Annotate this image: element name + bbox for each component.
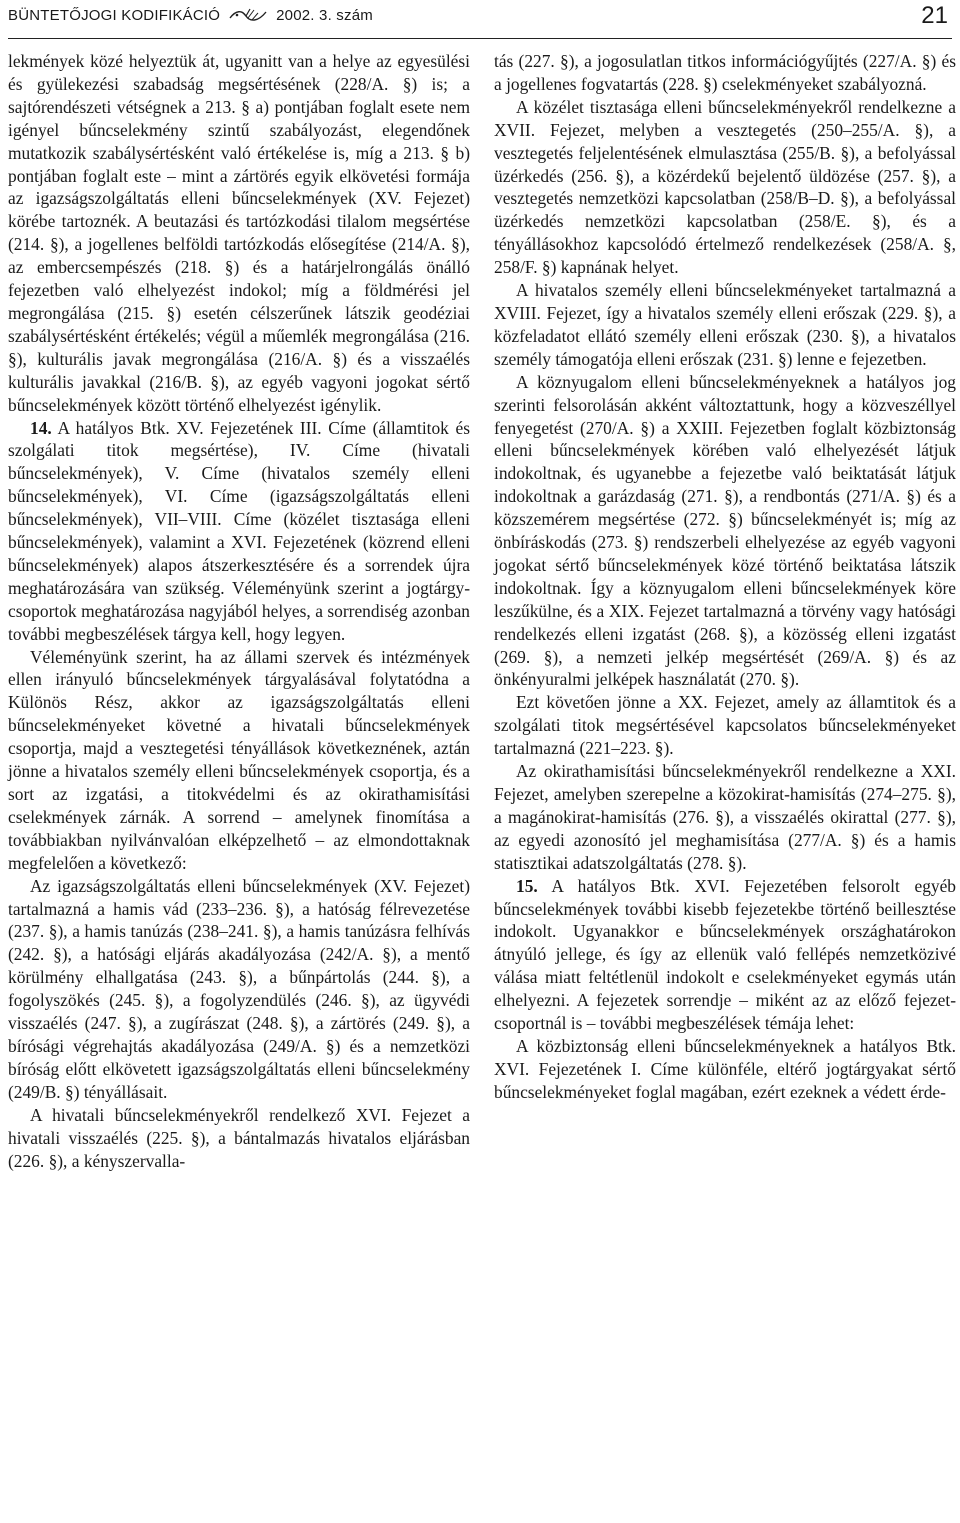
paragraph — [8, 50, 470, 417]
paragraph — [8, 875, 470, 1104]
paragraph-text: A hatályos Btk. XV. Fejezetének III. Címe (államtitok és szolgálati titok megsértése), IV. Címe (hivatali bűncselekmények), V. Címe (hivatalos személy elleni bűncselekmények), VI. Címe (igazságszolgáltatás elleni bűncselekmények), VII–VIII. Címe (közélet tisztasága elleni bűncselekmények), valamint a XVI. Fejezetének (közrend elleni bűncselekmények) alapos átszerkesztésére és a sorrendek újra meghatározására van szükség. Véleményünk szerint a jogtárgy-csoportok meghatározása nagyjából helyes, a sorrendiség azonban további megbeszélések tárgya kell, hogy legyen. — [8, 417, 471, 644]
paragraph-text: A közbiztonság elleni bűncselekményeknek a hatályos Btk. XVI. Fejezetének I. Címe különféle, eltérő jogtárgyakat sértő bűncselekményeket foglal magában, ezért ezeknek a védett érde- — [494, 1035, 956, 1102]
paragraph-text: A köznyugalom elleni bűncselekményeknek a hatályos jog szerinti felsorolásán akként változtattunk, hogy a közveszéllyel fenyegetést (270/A. §) a XXIII. Fejezetben foglalt közbiztonság elleni bűncselekmények körében való elhelyezését látjuk indokoltnak, és ugyanebbe a fejezetbe való beiktatását látjuk indokoltnak a garázdaság (271. §), a rendbontás (271/A. §) és a közszemérem megsértése (272. §) bűncselekményét is; míg az önbíráskodás (273. §) rendszerbeli elhelyezése az egyéb vagyoni jogokat sértő bűncselekmények közé történő beiktatása látszik indokoltnak. Így a köznyugalom elleni bűncselekmények köre leszűkülne, és a XIX. Fejezet tartalmazná a törvény vagy hatósági rendelkezés elleni izgatást (268. §), a közösség elleni izgatást (269. §), a nemzeti jelkép megsértését (269/A. §) és az önkényuralmi jelképek használatát (270. §). — [494, 371, 956, 690]
paragraph — [8, 1104, 470, 1173]
paragraph-text: A hatályos Btk. XVI. Fejezetében felsorolt egyéb bűncselekmények további kisebb fejezetekbe történő beillesztése indokolt. Ugyanakkor e bűncselekmények országhatárokon átnyúló jellege, és így az ellenük való fellépés nemzetközivé válása miatt feltétlenül indokolt e cselekményeket egymás után elhelyezni. A fejezetek sorrendje – miként az az előző fejezet-csoportnál is – további megbeszélések témája lehet: — [494, 875, 956, 1034]
paragraph — [494, 760, 956, 875]
left-column — [8, 50, 470, 1172]
paragraph — [494, 96, 956, 279]
section-number: 14. — [30, 417, 52, 438]
paragraph — [494, 371, 956, 692]
paragraph-text: tás (227. §), a jogosulatlan titkos információgyűjtés (227/A. §) és a jogellenes fogvatartás (228. §) cselekményeket szabályozná. — [494, 51, 956, 94]
issue-label: 2002. 3. szám — [276, 6, 373, 24]
paragraph-text: Véleményünk szerint, ha az állami szervek és intézmények ellen irányuló bűncselekmények tárgyalásával folytatódna a Különös Rész, akkor az igazságszolgáltatás elleni bűncselekményeket követné a hivatali bűncselekmények csoportja, majd a vesztegetési tényállások következnének, aztán jönne a hivatalos személy elleni bűncselekmények csoportja, és a sort az izgatási, a titokvédelmi és az okirathamisítási cselekmények zárnák. A sorrend – amelynek finomítása a továbbiakban nyilvánvalóan elképzelhető – az elmondottaknak megfelelően a következő: — [8, 646, 470, 873]
paragraph — [494, 1035, 956, 1104]
running-head — [8, 6, 373, 24]
page-number: 21 — [921, 2, 948, 29]
paragraph-text: A hivatalos személy elleni bűncselekményeket tartalmazná a XVIII. Fejezet, így a hivatalos személy elleni erőszak (229. §), a közfeladatot ellátó személy elleni erőszak (230. §), a hivatalos személy támogatója elleni erőszak (231. §) lenne e fejezetben. — [494, 280, 956, 369]
section-number: 15. — [516, 875, 538, 896]
ornament-icon — [228, 6, 268, 24]
journal-title: BÜNTETŐJOGI KODIFIKÁCIÓ — [8, 6, 221, 24]
paragraph-text: Az igazságszolgáltatás elleni bűncselekmények (XV. Fejezet) tartalmazná a hamis vád (233–236. §), a hatóság félrevezetése (237. §), a hamis tanúzás (238–241. §), a hamis tanúzásra felhívás (242. §), a hatósági eljárás akadályozása (242/A. §), a mentő körülmény elhallgatása (243. §), a bűnpártolás (244. §), a fogolyszökés (245. §), a fogolyzendülés (246. §), az ügyvédi visszaélés (247. §), a zugírászat (248. §), a zártörés (249. §), a bírósági végrehajtás akadályozása (249/A. §) és a nemzetközi bíróság előtt elkövetett igazságszolgáltatás elleni bűncselekmény (249/B. §) tényállásait. — [8, 875, 470, 1102]
paragraph-text: Ezt követően jönne a XX. Fejezet, amely az államtitok és a szolgálati titok megsértésével kapcsolatos bűncselekményeket tartalmazná (221–223. §). — [494, 692, 956, 759]
paragraph-text: lekmények közé helyeztük át, ugyanitt van a helye az egyesülési és gyülekezési szabadság megsértésének (228/A. §) is; a sajtórendészeti vétségnek a 213. § a) pontjában foglalt esete nem igényel bűncselekmény szintű szabályozást, elegendőnek mutatkozik szabálysértésként való értékelése is, míg a 213. § b) pontjában foglalt este – mint a zártörés egyik elkövetési formája az igazságszolgáltatás elleni bűncselekmények (XV. Fejezet) körébe tartoznék. A beutazási és tartózkodási tilalom megsértése (214. §), a jogellenes belföldi tartózkodás elősegítése (214/A. §), az embercsempészés (218. §) és a határjelrongálás önálló fejezetben való elhelyezést indokol; míg a földmérési jel megrongálása (215. §) esetén célszerűnek látszik geodéziai szabálysértésként értékelés; végül a műemlék megrongálása (216. §), kulturális javak megrongálása (216/A. §) és a visszaélés kulturális javakkal (216/B. §), az egyéb vagyoni jogokat sértő bűncselekmények között történő elhelyezést igénylik. — [8, 51, 470, 415]
paragraph — [494, 875, 956, 1035]
paragraph — [8, 417, 470, 646]
paragraph-text: A hivatali bűncselekményekről rendelkező XVI. Fejezet a hivatali visszaélés (225. §), a bántalmazás hivatalos eljárásban (226. §), a kényszervalla- — [8, 1104, 470, 1171]
paragraph-text: Az okirathamisítási bűncselekményekről rendelkezne a XXI. Fejezet, amelyben szerepelne a közokirat-hamisítás (274–275. §), a magánokirat-hamisítás (276. §), a visszaélés okirattal (277. §), az egyedi azonosító jel meghamisítása (277/A. §) és a hamis statisztikai adatszolgáltatás (278. §). — [494, 761, 956, 873]
right-column — [494, 50, 956, 1104]
paragraph — [8, 646, 470, 875]
paragraph — [494, 691, 956, 760]
paragraph-text: A közélet tisztasága elleni bűncselekményekről rendelkezne a XVII. Fejezet, melyben a vesztegetés (250–255/A. §), a vesztegetés feljelentésének elmulasztása (255/B. §), a befolyással üzérkedés (256. §), a közérdekű bejelentő üldözése (257. §), a vesztegetés nemzetközi kapcsolatban (258/B–D. §), a befolyással üzérkedés nemzetközi kapcsolatban (258/E. §), és a tényállásokhoz kapcsolódó értelmező rendelkezések (258/A. §, 258/F. §) kapnának helyet. — [494, 96, 956, 278]
paragraph — [494, 279, 956, 371]
paragraph — [494, 50, 956, 96]
page-header — [8, 0, 952, 39]
